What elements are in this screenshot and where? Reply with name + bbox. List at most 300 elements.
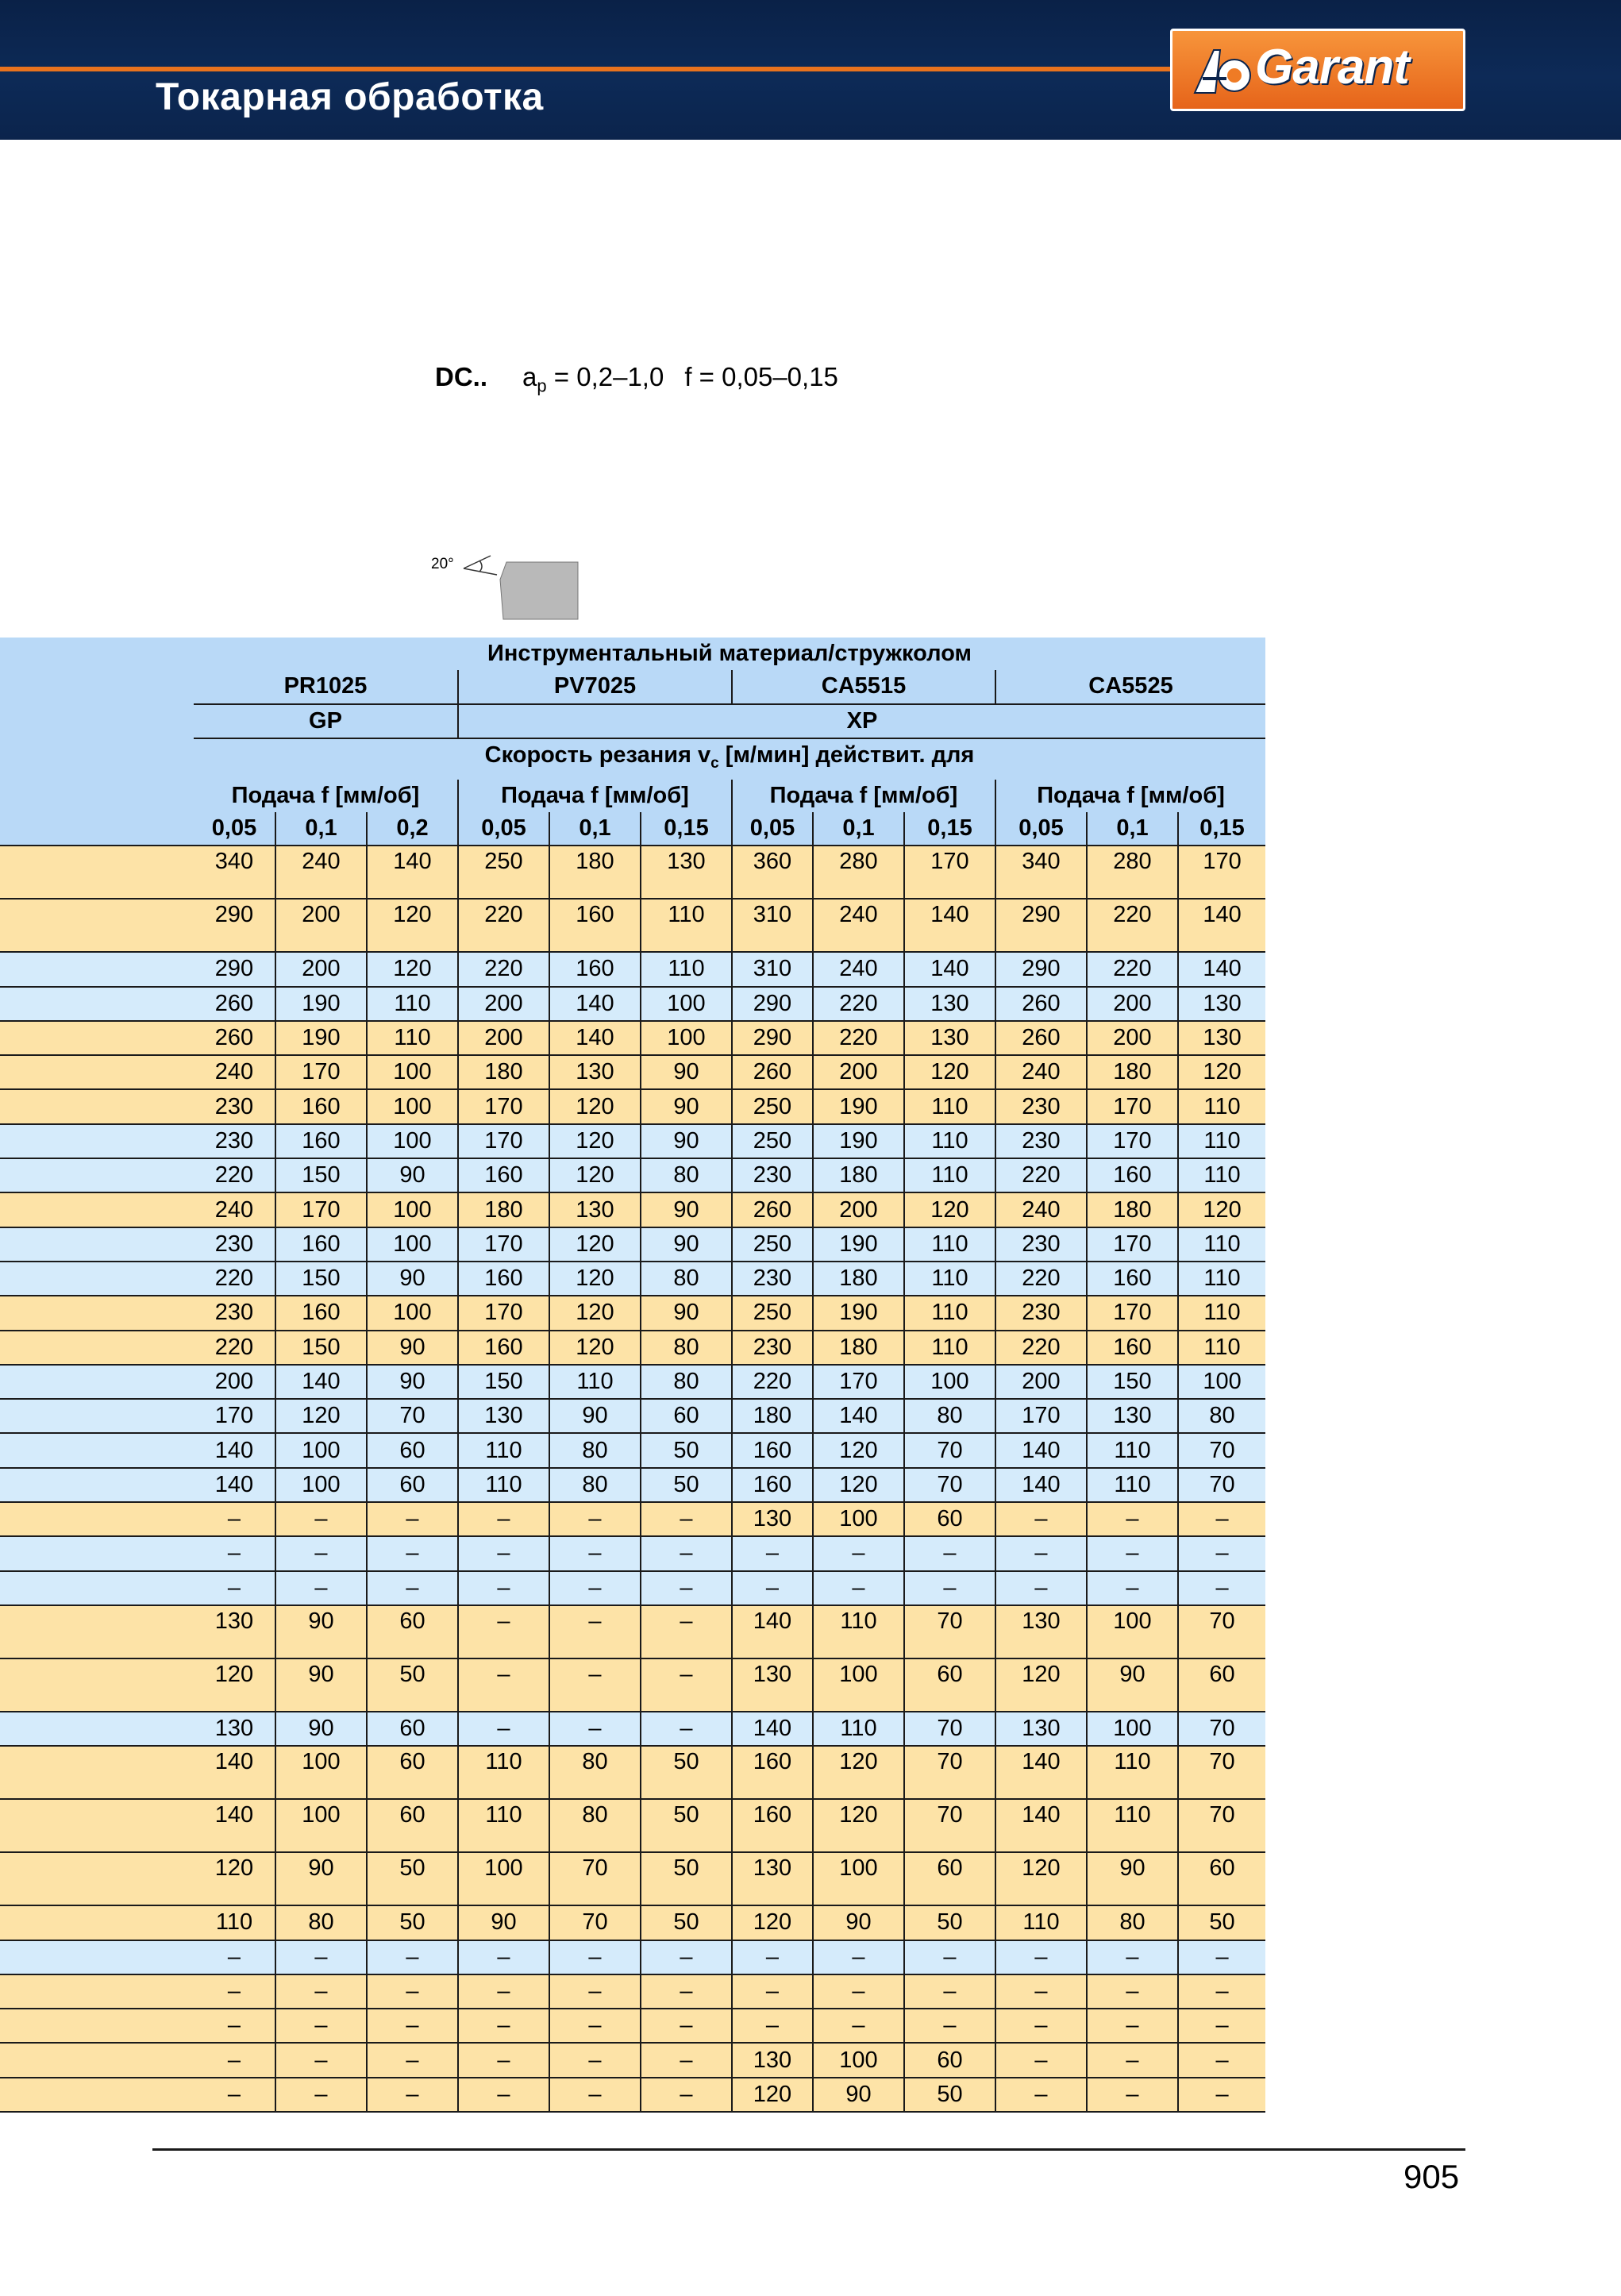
speed-value-cell: 310: [732, 952, 813, 986]
row-label-cell: [0, 1468, 194, 1502]
feed-value-header: 0,15: [641, 812, 732, 846]
speed-value-cell: 70: [1178, 1712, 1265, 1746]
material-pv7025: PV7025: [458, 670, 732, 703]
speed-value-cell: 120: [1178, 1192, 1265, 1227]
speed-value-cell: 130: [904, 987, 995, 1021]
speed-value-cell: –: [367, 2009, 458, 2043]
speed-value-cell: –: [458, 1605, 549, 1658]
speed-value-cell: –: [549, 2078, 641, 2112]
speed-value-cell: 110: [1178, 1296, 1265, 1330]
speed-value-cell: 170: [1087, 1089, 1178, 1123]
speed-value-cell: 310: [732, 899, 813, 952]
speed-value-cell: –: [1178, 2078, 1265, 2112]
speed-value-cell: 160: [275, 1227, 367, 1262]
speed-value-cell: –: [1087, 1536, 1178, 1570]
page-number: 905: [1403, 2158, 1460, 2195]
speed-value-cell: 190: [813, 1089, 904, 1123]
speed-value-cell: 120: [549, 1124, 641, 1158]
speed-value-cell: –: [367, 2078, 458, 2112]
speed-value-cell: 290: [194, 952, 275, 986]
speed-value-cell: 100: [641, 987, 732, 1021]
speed-value-cell: 50: [904, 1905, 995, 1940]
speed-value-cell: 190: [275, 987, 367, 1021]
speed-value-cell: 160: [275, 1089, 367, 1123]
speed-value-cell: –: [549, 1502, 641, 1536]
header-accent-line: [0, 67, 1171, 71]
speed-value-cell: 120: [194, 1852, 275, 1905]
speed-value-cell: 130: [549, 1055, 641, 1089]
speed-header: [194, 738, 1265, 780]
speed-value-cell: 90: [458, 1905, 549, 1940]
speed-value-cell: –: [458, 2043, 549, 2077]
speed-value-cell: –: [194, 1502, 275, 1536]
speed-value-cell: 200: [275, 899, 367, 952]
speed-value-cell: 220: [458, 952, 549, 986]
speed-value-cell: 110: [194, 1905, 275, 1940]
speed-value-cell: –: [995, 1571, 1087, 1605]
speed-value-cell: 100: [367, 1055, 458, 1089]
speed-value-cell: 80: [549, 1799, 641, 1852]
speed-value-cell: –: [1087, 1974, 1178, 2009]
speed-value-cell: –: [813, 1536, 904, 1570]
speed-value-cell: –: [641, 1536, 732, 1570]
row-label-cell: [0, 952, 194, 986]
speed-value-cell: 60: [641, 1399, 732, 1433]
speed-value-cell: 100: [367, 1089, 458, 1123]
row-label-cell: [0, 1536, 194, 1570]
speed-value-cell: 90: [367, 1158, 458, 1192]
speed-value-cell: 120: [904, 1055, 995, 1089]
table-row: [0, 1502, 1265, 1536]
table-row: [0, 1296, 1265, 1330]
speed-value-cell: 130: [995, 1605, 1087, 1658]
speed-value-cell: –: [732, 1536, 813, 1570]
speed-value-cell: 130: [1178, 987, 1265, 1021]
speed-value-cell: 120: [367, 899, 458, 952]
row-label-cell: [0, 846, 194, 899]
feed-header-4: Подача f [мм/об]: [995, 780, 1265, 812]
speed-value-cell: 170: [1087, 1296, 1178, 1330]
speed-value-cell: 60: [367, 1799, 458, 1852]
speed-value-cell: 170: [813, 1365, 904, 1399]
speed-value-cell: 280: [813, 846, 904, 899]
speed-value-cell: –: [458, 1940, 549, 1974]
speed-value-cell: 100: [275, 1433, 367, 1467]
speed-value-cell: 250: [732, 1089, 813, 1123]
speed-value-cell: 160: [458, 1262, 549, 1296]
speed-value-cell: 290: [194, 899, 275, 952]
speed-value-cell: 60: [367, 1433, 458, 1467]
speed-value-cell: 180: [1087, 1055, 1178, 1089]
speed-value-cell: 180: [1087, 1192, 1178, 1227]
speed-value-cell: 160: [275, 1296, 367, 1330]
speed-value-cell: 120: [549, 1331, 641, 1365]
brand-logo: [1170, 29, 1465, 111]
speed-value-cell: 220: [1087, 952, 1178, 986]
row-label-cell: [0, 2078, 194, 2112]
page-title: Токарная обработка: [156, 76, 544, 118]
row-label-cell: [0, 1055, 194, 1089]
feed-value-header: 0,05: [732, 812, 813, 846]
speed-value-cell: –: [549, 1940, 641, 1974]
speed-value-cell: –: [995, 2043, 1087, 2077]
speed-value-cell: 90: [1087, 1658, 1178, 1712]
speed-value-cell: 80: [549, 1433, 641, 1467]
row-label-cell: [0, 987, 194, 1021]
speed-value-cell: –: [1087, 1940, 1178, 1974]
speed-value-cell: –: [367, 1940, 458, 1974]
feed-value-header: 0,05: [995, 812, 1087, 846]
speed-value-cell: 100: [367, 1124, 458, 1158]
speed-value-cell: 140: [194, 1468, 275, 1502]
speed-value-cell: 230: [995, 1089, 1087, 1123]
speed-value-cell: 140: [732, 1712, 813, 1746]
speed-value-cell: –: [813, 1974, 904, 2009]
speed-value-cell: –: [458, 1974, 549, 2009]
row-label-cell: [0, 1433, 194, 1467]
speed-value-cell: 50: [641, 1746, 732, 1799]
speed-value-cell: 50: [367, 1852, 458, 1905]
speed-value-cell: 150: [275, 1331, 367, 1365]
speed-value-cell: 130: [458, 1399, 549, 1433]
speed-value-cell: –: [1178, 1536, 1265, 1570]
speed-value-cell: 160: [732, 1433, 813, 1467]
speed-value-cell: 170: [1087, 1124, 1178, 1158]
speed-value-cell: 120: [367, 952, 458, 986]
speed-suffix: [м/мин] действит. для: [718, 742, 975, 768]
speed-value-cell: 120: [549, 1089, 641, 1123]
speed-value-cell: 100: [275, 1746, 367, 1799]
speed-value-cell: 240: [194, 1192, 275, 1227]
speed-value-cell: 230: [732, 1331, 813, 1365]
table-row: [0, 1055, 1265, 1089]
speed-value-cell: 140: [194, 1799, 275, 1852]
speed-value-cell: –: [641, 1658, 732, 1712]
speed-value-cell: 200: [813, 1192, 904, 1227]
speed-value-cell: 100: [367, 1192, 458, 1227]
speed-value-cell: 110: [458, 1746, 549, 1799]
speed-value-cell: 120: [813, 1433, 904, 1467]
speed-value-cell: 190: [813, 1227, 904, 1262]
speed-value-cell: 200: [194, 1365, 275, 1399]
speed-value-cell: 60: [1178, 1852, 1265, 1905]
speed-value-cell: 260: [732, 1192, 813, 1227]
speed-value-cell: 260: [732, 1055, 813, 1089]
speed-value-cell: –: [1178, 1974, 1265, 2009]
speed-value-cell: 200: [1087, 987, 1178, 1021]
row-label-cell: [0, 1974, 194, 2009]
row-label-cell: [0, 1940, 194, 1974]
table-row: [0, 1331, 1265, 1365]
speed-value-cell: 280: [1087, 846, 1178, 899]
speed-value-cell: –: [549, 1712, 641, 1746]
speed-value-cell: –: [194, 1536, 275, 1570]
speed-subscript: c: [710, 754, 719, 772]
speed-value-cell: 130: [732, 2043, 813, 2077]
table-row: [0, 1468, 1265, 1502]
speed-value-cell: –: [1178, 1571, 1265, 1605]
chipbreaker-gp: GP: [194, 704, 458, 738]
speed-value-cell: –: [732, 1940, 813, 1974]
speed-value-cell: 110: [1087, 1433, 1178, 1467]
speed-value-cell: 220: [995, 1331, 1087, 1365]
speed-value-cell: –: [641, 1940, 732, 1974]
speed-value-cell: 200: [995, 1365, 1087, 1399]
speed-value-cell: –: [549, 1536, 641, 1570]
speed-value-cell: 130: [194, 1605, 275, 1658]
speed-value-cell: –: [194, 1571, 275, 1605]
speed-value-cell: 230: [194, 1296, 275, 1330]
table-row: [0, 1940, 1265, 1974]
speed-value-cell: –: [275, 1940, 367, 1974]
row-label-cell: [0, 1331, 194, 1365]
table-row: [0, 1158, 1265, 1192]
speed-value-cell: 100: [367, 1296, 458, 1330]
speed-value-cell: 200: [813, 1055, 904, 1089]
table-label-cell: [0, 738, 194, 780]
row-label-cell: [0, 1227, 194, 1262]
speed-value-cell: 80: [1087, 1905, 1178, 1940]
speed-value-cell: –: [641, 2009, 732, 2043]
speed-value-cell: 70: [904, 1712, 995, 1746]
speed-value-cell: 180: [813, 1331, 904, 1365]
speed-value-cell: –: [904, 1571, 995, 1605]
speed-value-cell: 70: [904, 1433, 995, 1467]
speed-value-cell: 140: [904, 952, 995, 986]
speed-value-cell: 110: [904, 1331, 995, 1365]
speed-value-cell: 70: [1178, 1746, 1265, 1799]
speed-value-cell: 110: [458, 1468, 549, 1502]
speed-value-cell: 140: [194, 1433, 275, 1467]
speed-value-cell: 110: [1178, 1089, 1265, 1123]
speed-value-cell: 120: [995, 1658, 1087, 1712]
speed-value-cell: 110: [813, 1605, 904, 1658]
speed-value-cell: –: [275, 1536, 367, 1570]
speed-value-cell: 220: [194, 1262, 275, 1296]
speed-value-cell: –: [549, 1571, 641, 1605]
speed-value-cell: 130: [1087, 1399, 1178, 1433]
speed-value-cell: 110: [813, 1712, 904, 1746]
speed-value-cell: 50: [641, 1852, 732, 1905]
speed-value-cell: 160: [1087, 1331, 1178, 1365]
speed-value-cell: 60: [367, 1712, 458, 1746]
speed-value-cell: –: [995, 1974, 1087, 2009]
speed-value-cell: 100: [1178, 1365, 1265, 1399]
speed-value-cell: –: [904, 1974, 995, 2009]
speed-value-cell: 80: [275, 1905, 367, 1940]
speed-value-cell: 220: [1087, 899, 1178, 952]
table-row: [0, 1089, 1265, 1123]
speed-value-cell: –: [275, 2078, 367, 2112]
speed-value-cell: –: [194, 2043, 275, 2077]
speed-value-cell: 160: [458, 1331, 549, 1365]
row-label-cell: [0, 1192, 194, 1227]
speed-value-cell: –: [275, 2043, 367, 2077]
speed-value-cell: –: [1087, 2009, 1178, 2043]
speed-value-cell: 110: [1087, 1468, 1178, 1502]
speed-value-cell: 170: [458, 1227, 549, 1262]
speed-value-cell: –: [275, 2009, 367, 2043]
cutting-speed-table: [0, 638, 1265, 2113]
table-row: [0, 1227, 1265, 1262]
speed-value-cell: 120: [904, 1192, 995, 1227]
speed-value-cell: –: [458, 1502, 549, 1536]
speed-value-cell: 100: [1087, 1605, 1178, 1658]
speed-value-cell: 190: [813, 1124, 904, 1158]
speed-value-cell: –: [367, 2043, 458, 2077]
speed-value-cell: 90: [641, 1227, 732, 1262]
speed-value-cell: 160: [732, 1746, 813, 1799]
speed-value-cell: 160: [549, 952, 641, 986]
table-label-cell: [0, 670, 194, 703]
speed-value-cell: 260: [194, 1021, 275, 1055]
speed-value-cell: 110: [549, 1365, 641, 1399]
speed-value-cell: –: [813, 2009, 904, 2043]
speed-value-cell: 230: [194, 1124, 275, 1158]
speed-value-cell: 110: [1178, 1262, 1265, 1296]
footer-rule: [152, 2148, 1465, 2151]
speed-value-cell: –: [458, 1658, 549, 1712]
speed-value-cell: –: [367, 1536, 458, 1570]
speed-value-cell: –: [995, 1536, 1087, 1570]
row-label-cell: [0, 1852, 194, 1905]
table-row: [0, 899, 1265, 952]
speed-value-cell: –: [995, 1940, 1087, 1974]
feed-header-3: Подача f [мм/об]: [732, 780, 995, 812]
speed-value-cell: 60: [1178, 1658, 1265, 1712]
speed-value-cell: 140: [275, 1365, 367, 1399]
speed-value-cell: 50: [904, 2078, 995, 2112]
table-label-cell: [0, 780, 194, 812]
speed-value-cell: 100: [1087, 1712, 1178, 1746]
speed-value-cell: 140: [995, 1799, 1087, 1852]
speed-value-cell: –: [275, 1502, 367, 1536]
speed-value-cell: 150: [458, 1365, 549, 1399]
speed-value-cell: 110: [641, 899, 732, 952]
speed-value-cell: 240: [813, 899, 904, 952]
speed-value-cell: 240: [995, 1055, 1087, 1089]
speed-value-cell: 90: [275, 1658, 367, 1712]
speed-value-cell: –: [1178, 2009, 1265, 2043]
speed-value-cell: 90: [641, 1296, 732, 1330]
speed-value-cell: –: [367, 1502, 458, 1536]
speed-value-cell: –: [549, 2043, 641, 2077]
speed-value-cell: 200: [1087, 1021, 1178, 1055]
speed-value-cell: 120: [275, 1399, 367, 1433]
feed-value-header: 0,15: [904, 812, 995, 846]
speed-value-cell: 50: [367, 1658, 458, 1712]
speed-value-cell: 100: [458, 1852, 549, 1905]
speed-value-cell: 100: [813, 1658, 904, 1712]
speed-value-cell: 70: [367, 1399, 458, 1433]
speed-value-cell: 80: [1178, 1399, 1265, 1433]
speed-value-cell: 130: [194, 1712, 275, 1746]
speed-value-cell: 220: [813, 987, 904, 1021]
table-row: [0, 1262, 1265, 1296]
speed-value-cell: 50: [641, 1433, 732, 1467]
material-ca5515: CA5515: [732, 670, 995, 703]
table-row: [0, 1605, 1265, 1658]
speed-value-cell: 60: [904, 1852, 995, 1905]
row-label-cell: [0, 1746, 194, 1799]
feed-range: f = 0,05–0,15: [684, 362, 838, 391]
table-row: [0, 952, 1265, 986]
speed-value-cell: 130: [732, 1852, 813, 1905]
speed-value-cell: 170: [458, 1089, 549, 1123]
speed-value-cell: 180: [732, 1399, 813, 1433]
row-label-cell: [0, 1605, 194, 1658]
speed-value-cell: 100: [813, 1852, 904, 1905]
speed-value-cell: 200: [458, 1021, 549, 1055]
speed-value-cell: 90: [813, 2078, 904, 2112]
speed-value-cell: 160: [275, 1124, 367, 1158]
speed-value-cell: –: [641, 1605, 732, 1658]
table-row: [0, 1021, 1265, 1055]
speed-value-cell: 140: [549, 1021, 641, 1055]
speed-value-cell: 240: [995, 1192, 1087, 1227]
speed-value-cell: 290: [732, 1021, 813, 1055]
speed-value-cell: 140: [904, 899, 995, 952]
depth-value: = 0,2–1,0: [546, 362, 664, 391]
speed-value-cell: 110: [1178, 1158, 1265, 1192]
chipbreaker-xp: XP: [458, 704, 1265, 738]
speed-value-cell: 110: [904, 1296, 995, 1330]
feed-value-header: 0,1: [813, 812, 904, 846]
speed-value-cell: 110: [904, 1158, 995, 1192]
speed-value-cell: –: [995, 2009, 1087, 2043]
speed-value-cell: 130: [1178, 1021, 1265, 1055]
speed-value-cell: 90: [1087, 1852, 1178, 1905]
speed-value-cell: 60: [367, 1746, 458, 1799]
feed-value-header: 0,15: [1178, 812, 1265, 846]
speed-value-cell: –: [367, 1974, 458, 2009]
speed-value-cell: –: [275, 1974, 367, 2009]
speed-value-cell: 140: [549, 987, 641, 1021]
material-pr1025: PR1025: [194, 670, 458, 703]
page-header: [0, 0, 1621, 140]
speed-value-cell: 240: [813, 952, 904, 986]
speed-value-cell: 190: [813, 1296, 904, 1330]
table-row: [0, 1571, 1265, 1605]
speed-value-cell: 230: [194, 1227, 275, 1262]
speed-value-cell: –: [194, 2078, 275, 2112]
speed-value-cell: –: [904, 2009, 995, 2043]
speed-value-cell: 70: [904, 1799, 995, 1852]
speed-value-cell: 160: [1087, 1158, 1178, 1192]
speed-value-cell: 90: [367, 1331, 458, 1365]
speed-value-cell: 70: [904, 1605, 995, 1658]
row-label-cell: [0, 1089, 194, 1123]
speed-value-cell: 90: [275, 1712, 367, 1746]
speed-value-cell: 140: [995, 1468, 1087, 1502]
row-label-cell: [0, 1296, 194, 1330]
speed-value-cell: 360: [732, 846, 813, 899]
speed-value-cell: 200: [458, 987, 549, 1021]
speed-value-cell: 110: [904, 1089, 995, 1123]
speed-value-cell: 120: [1178, 1055, 1265, 1089]
speed-value-cell: 50: [641, 1468, 732, 1502]
speed-value-cell: 250: [732, 1124, 813, 1158]
logo-wordmark: Garant: [1255, 40, 1409, 94]
speed-value-cell: –: [458, 1571, 549, 1605]
speed-value-cell: 180: [549, 846, 641, 899]
speed-value-cell: 100: [275, 1468, 367, 1502]
speed-value-cell: 50: [641, 1799, 732, 1852]
speed-value-cell: 140: [1178, 899, 1265, 952]
speed-value-cell: 150: [275, 1158, 367, 1192]
speed-value-cell: 90: [367, 1365, 458, 1399]
speed-value-cell: 120: [549, 1296, 641, 1330]
